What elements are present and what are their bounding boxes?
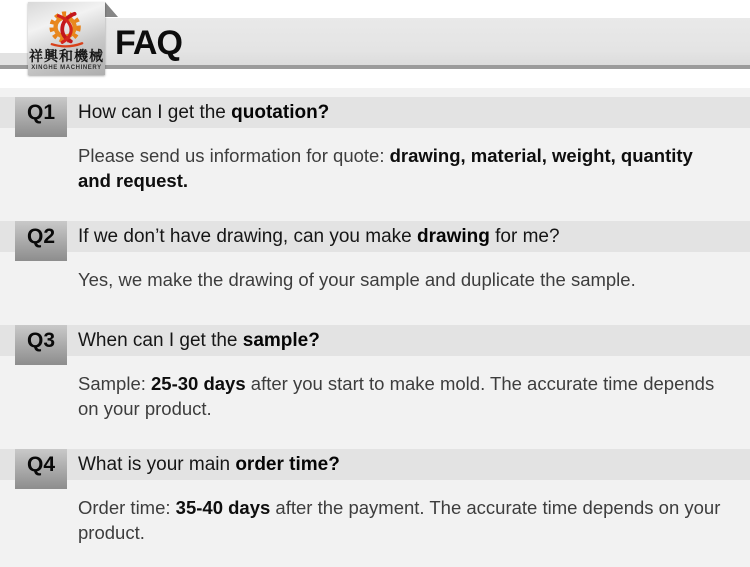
question-row xyxy=(0,221,750,252)
question-row xyxy=(0,449,750,480)
text-segment: after the payment. The accurate time depends on your product. xyxy=(78,497,721,543)
text-segment-bold: quotation? xyxy=(231,102,330,123)
company-logo xyxy=(28,2,105,75)
answer-text xyxy=(78,143,730,193)
gear-swoosh-icon xyxy=(45,10,89,48)
text-segment: If we don’t have drawing, can you make xyxy=(78,226,418,247)
faq-item xyxy=(0,97,750,193)
question-row xyxy=(0,325,750,356)
text-segment: What is your main xyxy=(78,454,236,475)
question-text xyxy=(0,325,750,356)
header xyxy=(0,0,750,88)
brand-chinese-name: 祥興和機械 xyxy=(29,48,104,64)
faq-item xyxy=(0,221,750,292)
answer-text xyxy=(78,267,730,292)
brand-english-name: XINGHE MACHINERY xyxy=(31,65,102,71)
text-segment: Order time: xyxy=(78,497,176,518)
answer-text xyxy=(78,495,730,545)
text-segment: for me? xyxy=(489,226,560,247)
question-text xyxy=(0,221,750,252)
text-segment: When can I get the xyxy=(78,330,243,351)
text-segment-bold: drawing xyxy=(417,226,490,247)
text-segment-bold: drawing, material, weight, quantity and request. xyxy=(78,145,693,191)
page-title: FAQ xyxy=(115,24,182,62)
question-row xyxy=(0,97,750,128)
text-segment-bold: sample? xyxy=(242,330,320,351)
corner-fold-shape xyxy=(105,2,118,17)
text-segment-bold: 25-30 days xyxy=(151,373,246,394)
text-segment-bold: 35-40 days xyxy=(175,497,271,518)
faq-item xyxy=(0,325,750,421)
answer-text xyxy=(78,371,730,421)
text-segment: Yes, we make the drawing of your sample and duplicate the sample. xyxy=(78,269,636,290)
faq-item xyxy=(0,449,750,545)
text-segment: Please send us information for quote: xyxy=(78,145,390,166)
text-segment: Sample: xyxy=(78,373,152,394)
question-text xyxy=(0,97,750,128)
text-segment-bold: order time? xyxy=(235,454,340,475)
text-segment: after you start to make mold. The accurate time depends on your product. xyxy=(78,373,715,419)
faq-list xyxy=(0,88,750,567)
text-segment: How can I get the xyxy=(78,102,232,123)
question-badge: Q4 xyxy=(15,449,67,489)
question-badge: Q2 xyxy=(15,221,67,261)
faq-title-bar xyxy=(28,18,750,69)
question-badge: Q3 xyxy=(15,325,67,365)
question-badge: Q1 xyxy=(15,97,67,137)
question-text xyxy=(0,449,750,480)
faq-title-bar-left-strip xyxy=(0,53,28,69)
